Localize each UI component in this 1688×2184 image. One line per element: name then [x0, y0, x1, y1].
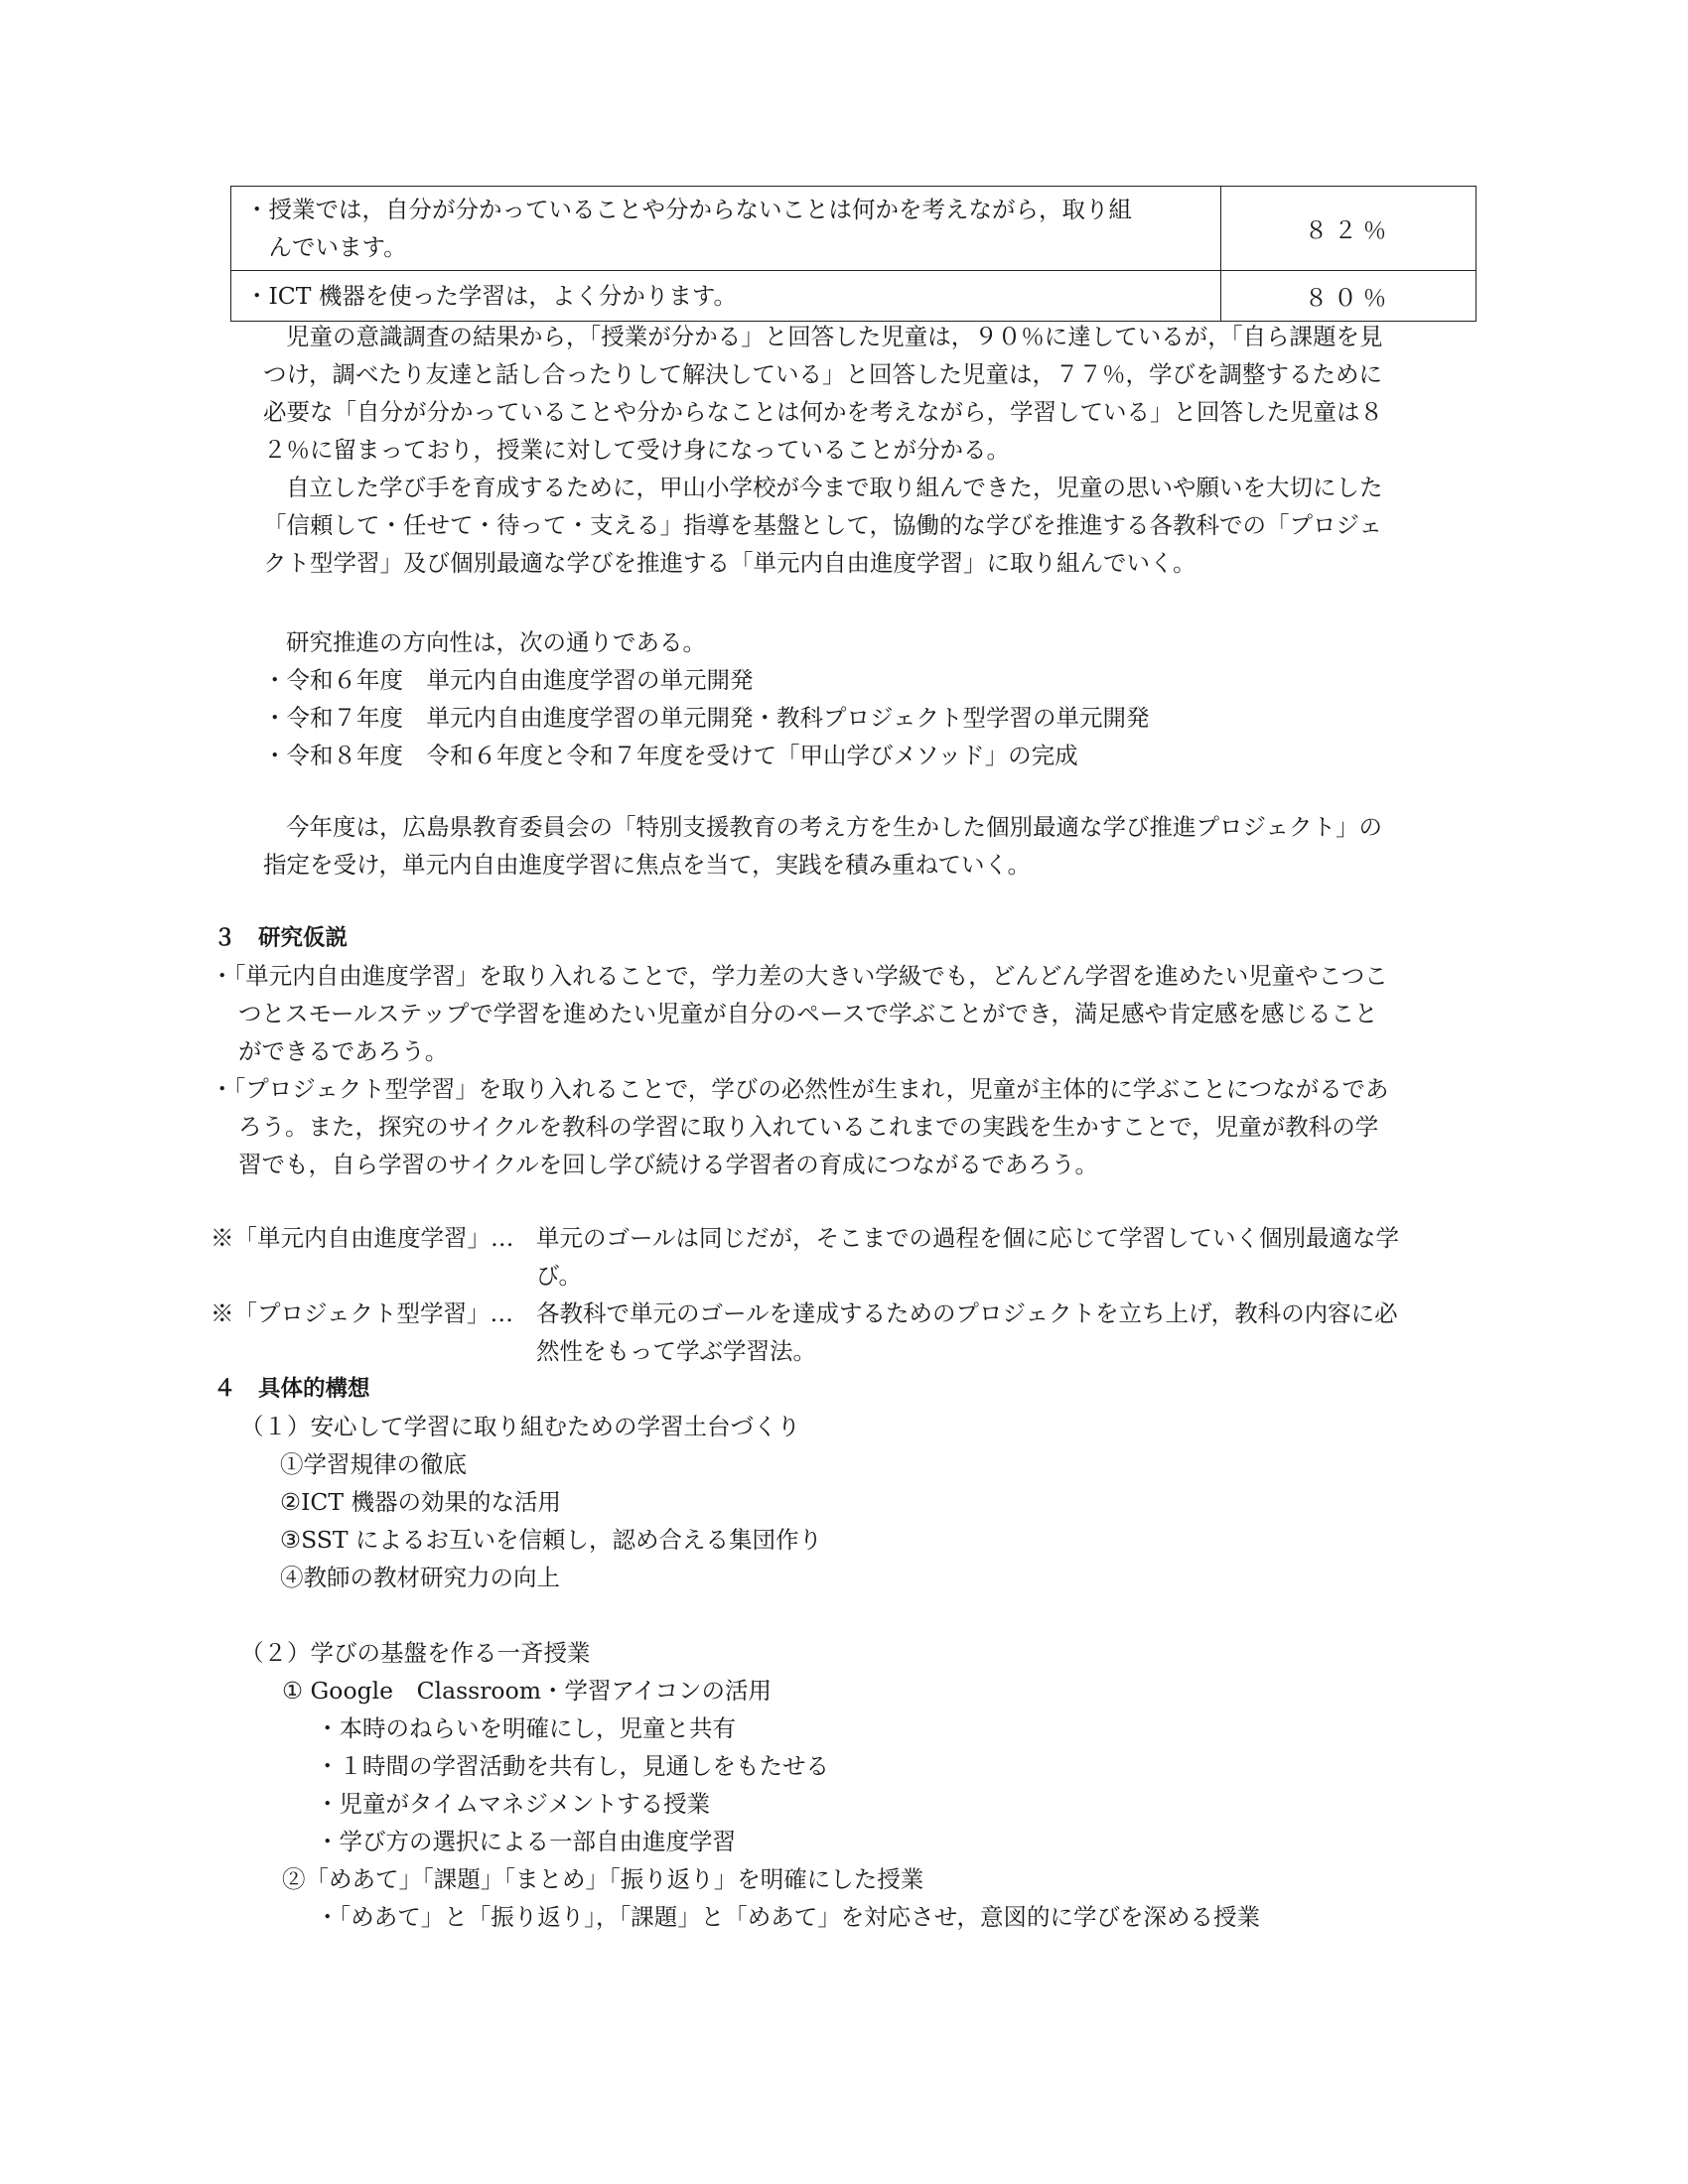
survey-question [231, 187, 1221, 271]
list-item: ④教師の教材研究力の向上 [280, 1564, 560, 1591]
note-text: 単元のゴールは同じだが，そこまでの過程を個に応じて学習していく個別最適な学 [536, 1224, 1400, 1252]
table-row [231, 187, 1477, 271]
list-item-title: ②「めあて」「課題」「まとめ」「振り返り」を明確にした授業 [282, 1865, 924, 1893]
table-row [231, 271, 1477, 322]
text-line: ろう。また，探究のサイクルを教科の学習に取り入れているこれまでの実践を生かすことで，児童が教科の学 [238, 1113, 1379, 1141]
survey-question-line: ・ICT 機器を使った学習は，よく分かります。 [245, 282, 738, 310]
text-line: ・「単元内自由進度学習」を取り入れることで，学力差の大きい学級でも，どんどん学習を進めたい児童やこつこ [211, 962, 1388, 990]
section-3-heading: ３ 研究仮説 [213, 925, 349, 951]
direction-item: ・令和８年度 令和６年度と令和７年度を受けて「甲山学びメソッド」の完成 [263, 742, 1078, 769]
text-line: つとスモールステップで学習を進めたい児童が自分のペースで学ぶことができ，満足感や肯定感を感じること [238, 1000, 1378, 1027]
bullet-item: ・児童がタイムマネジメントする授業 [316, 1790, 711, 1818]
note-text: 各教科で単元のゴールを達成するためのプロジェクトを立ち上げ，教科の内容に必 [536, 1299, 1398, 1327]
list-item: ①学習規律の徹底 [280, 1450, 467, 1478]
text-line: つけ，調べたり友達と話し合ったりして解決している」と回答した児童は，７７％，学びを調整するために [263, 360, 1383, 388]
text-line: 児童の意識調査の結果から，「授業が分かる」と回答した児童は，９０％に達しているが，「自ら課題を見 [286, 323, 1383, 350]
survey-percent: ８０％ [1221, 271, 1477, 322]
text-line: ができるであろう。 [238, 1037, 449, 1065]
note-term: ※「プロジェクト型学習」… [211, 1299, 514, 1327]
list-item-title: ① Google Classroom・学習アイコンの活用 [282, 1677, 772, 1705]
direction-item: ・令和６年度 単元内自由進度学習の単元開発 [263, 666, 754, 694]
subsection-title: （１）安心して学習に取り組むための学習土台づくり [240, 1413, 800, 1440]
bullet-item: ・学び方の選択による一部自由進度学習 [316, 1828, 736, 1855]
text-line: 習でも，自ら学習のサイクルを回し学び続ける学習者の育成につながるであろう。 [238, 1151, 1098, 1178]
text-line: 今年度は，広島県教育委員会の「特別支援教育の考え方を生かした個別最適な学び推進プロジェクト」の [286, 813, 1383, 841]
list-item: ②ICT 機器の効果的な活用 [280, 1488, 561, 1516]
text-line: ２％に留まっており，授業に対して受け身になっていることが分かる。 [263, 436, 1010, 464]
text-line: クト型学習」及び個別最適な学びを推進する「単元内自由進度学習」に取り組んでいく。 [263, 549, 1196, 577]
bullet-item: ・「めあて」と「振り返り」，「課題」と「めあて」を対応させ，意図的に学びを深める授業 [316, 1903, 1261, 1931]
text-line: 必要な「自分が分かっていることや分からなことは何かを考えながら，学習している」と回答した児童は８ [263, 398, 1383, 426]
note-text: 然性をもって学ぶ学習法。 [536, 1337, 816, 1365]
text-line: 「信頼して・任せて・待って・支える」指導を基盤として，協働的な学びを推進する各教科での「プロジェ [263, 511, 1383, 539]
direction-intro: 研究推進の方向性は，次の通りである。 [286, 628, 706, 656]
survey-question-line: ・授業では，自分が分かっていることや分からないことは何かを考えながら，取り組 [245, 196, 1132, 223]
direction-item: ・令和７年度 単元内自由進度学習の単元開発・教科プロジェクト型学習の単元開発 [263, 704, 1150, 732]
note-term: ※「単元内自由進度学習」… [211, 1224, 514, 1252]
section-4-heading: ４ 具体的構想 [213, 1376, 370, 1402]
text-line: 指定を受け，単元内自由進度学習に焦点を当て，実践を積み重ねていく。 [263, 851, 1032, 879]
list-item: ③SST によるお互いを信頼し，認め合える集団作り [280, 1526, 822, 1554]
survey-percent: ８２％ [1221, 187, 1477, 271]
bullet-item: ・１時間の学習活動を共有し，見通しをもたせる [316, 1752, 829, 1780]
subsection-title: （２）学びの基盤を作る一斉授業 [240, 1639, 591, 1667]
survey-question [231, 271, 1221, 322]
note-text: び。 [536, 1262, 583, 1290]
text-line: 自立した学び手を育成するために，甲山小学校が今まで取り組んできた，児童の思いや願いを大切にした [286, 474, 1383, 501]
survey-question-line: んでいます。 [268, 233, 407, 261]
survey-table [230, 186, 1477, 322]
bullet-item: ・本時のねらいを明確にし，児童と共有 [316, 1714, 736, 1742]
text-line: ・「プロジェクト型学習」を取り入れることで，学びの必然性が生まれ，児童が主体的に学ぶことにつながるであ [211, 1075, 1389, 1103]
